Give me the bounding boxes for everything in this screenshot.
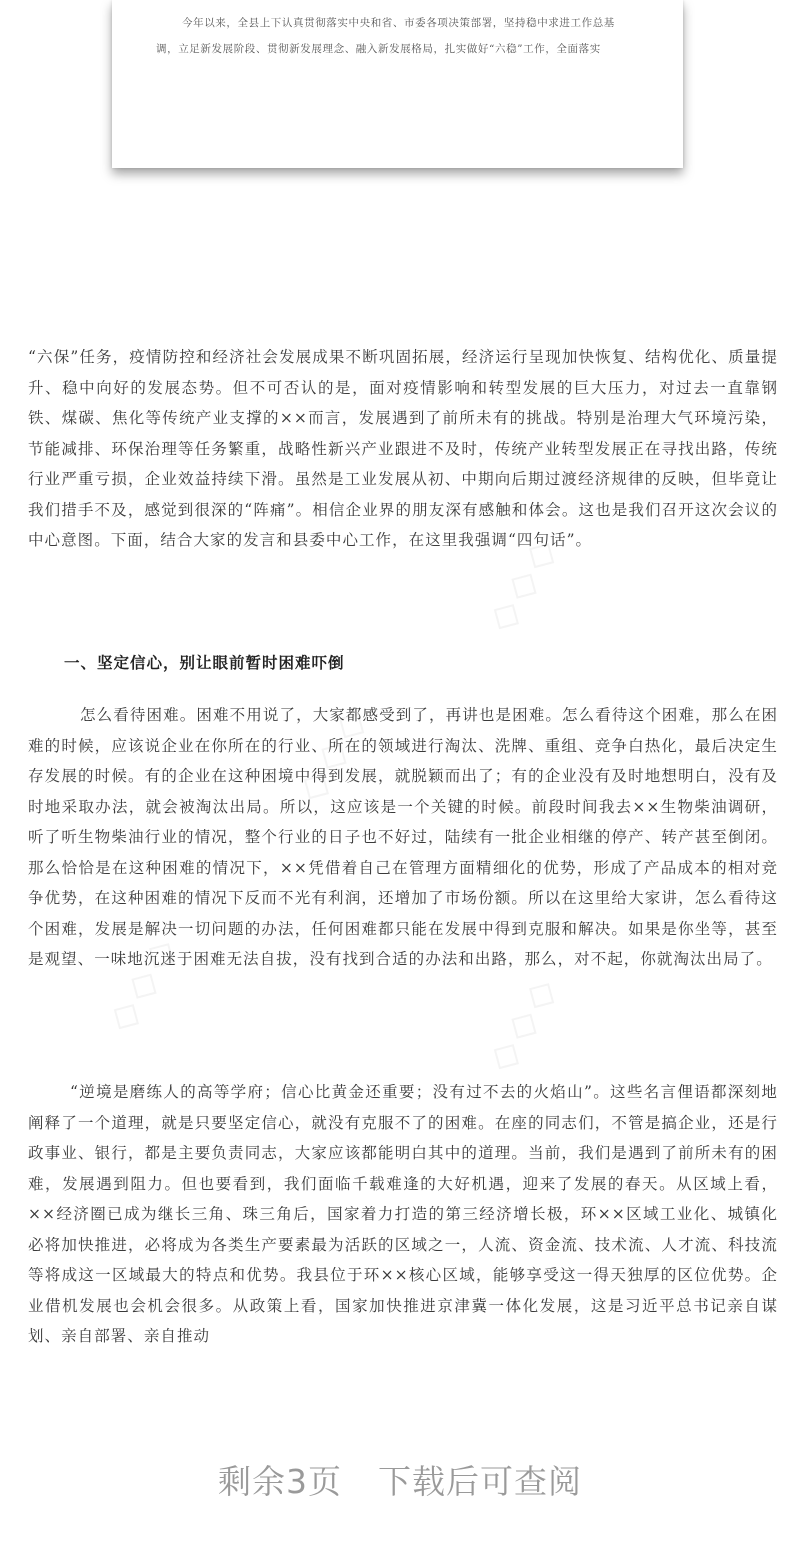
preview-line-2: 调，立足新发展阶段、贯彻新发展理念、融入新发展格局，扎实做好“六稳”工作，全面落实 xyxy=(156,43,601,55)
watermark-decoration: ◇◇◇ xyxy=(97,925,189,1039)
preview-line-1: 今年以来，全县上下认真贯彻落实中央和省、市委各项决策部署，坚持稳中求进工作总基 xyxy=(182,17,615,29)
watermark-decoration: ◇◇◇ xyxy=(477,965,569,1079)
preview-page-card xyxy=(112,0,683,168)
watermark-decoration: ◇◇◇ xyxy=(477,525,569,639)
download-prompt-label[interactable]: 下载后可查阅 xyxy=(378,1462,582,1501)
download-banner[interactable] xyxy=(0,1456,800,1503)
paragraph-2: 怎么看待困难。困难不用说了，大家都感受到了，再讲也是困难。怎么看待这个困难，那么在困难的时候，应该说企业在你所在的行业、所在的领域进行淘汰、洗牌、重组、竞争白热化，最后决定生存发展的时候。有的企业在这种困境中得到发展，就脱颖而出了；有的企业没有及时地想明白，没有及时地采取办法，就会被淘汰出局。所以，这应该是一个关键的时候。前段时间我去××生物柴油调研，听了听生物柴油行业的情况，整个行业的日子也不好过，陆续有一批企业相继的停产、转产甚至倒闭。那么恰恰是在这种困难的情况下，××凭借着自己在管理方面精细化的优势，形成了产品成本的相对竞争优势，在这种困难的情况下反而不光有利润，还增加了市场份额。所以在这里给大家讲，怎么看待这个困难，发展是解决一切问题的办法，任何困难都只能在发展中得到克服和解决。如果是你坐等，甚至是观望、一味地沉迷于困难无法自拔，没有找到合适的办法和出路，那么，对不起，你就淘汰出局了。 xyxy=(28,706,778,968)
watermark-decoration: ◇◇◇ xyxy=(287,695,379,809)
paragraph-3: “逆境是磨练人的高等学府；信心比黄金还重要；没有过不去的火焰山”。这些名言俚语都深刻地阐释了一个道理，就是只要坚定信心，就没有克服不了的困难。在座的同志们，不管是搞企业，还是行政事业、银行，都是主要负责同志，大家应该都能明白其中的道理。当前，我们是遇到了前所未有的困难，发展遇到阻力。但也要看到，我们面临千载难逢的大好机遇，迎来了发展的春天。从区域上看，××经济圈已成为继长三角、珠三角后，国家着力打造的第三经济增长极，环××区域工业化、城镇化必将加快推进，必将成为各类生产要素最为活跃的区域之一，人流、资金流、技术流、人才流、科技流等将成这一区域最大的特点和优势。我县位于环××核心区域，能够享受这一得天独厚的区位优势。企业借机发展也会机会很多。从政策上看，国家加快推进京津冀一体化发展，这是习近平总书记亲自谋划、亲自部署、亲自推动 xyxy=(28,1083,778,1345)
paragraph-1: “六保”任务，疫情防控和经济社会发展成果不断巩固拓展，经济运行呈现加快恢复、结构优化、质量提升、稳中向好的发展态势。但不可否认的是，面对疫情影响和转型发展的巨大压力，对过去一直靠钢铁、煤碳、焦化等传统产业支撑的××而言，发展遇到了前所未有的挑战。特别是治理大气环境污染，节能减排、环保治理等任务繁重，战略性新兴产业跟进不及时，传统产业转型发展正在寻找出路，传统行业严重亏损，企业效益持续下滑。虽然是工业发展从初、中期向后期过渡经济规律的反映，但毕竟让我们措手不及，感觉到很深的“阵痛”。相信企业界的朋友深有感触和体会。这也是我们召开这次会议的中心意图。下面，结合大家的发言和县委中心工作，在这里我强调“四句话”。 xyxy=(28,348,778,549)
section-heading: 一、坚定信心，别让眼前暂时困难吓倒 xyxy=(64,653,345,672)
remaining-pages-label[interactable]: 剩余3页 xyxy=(218,1462,342,1501)
